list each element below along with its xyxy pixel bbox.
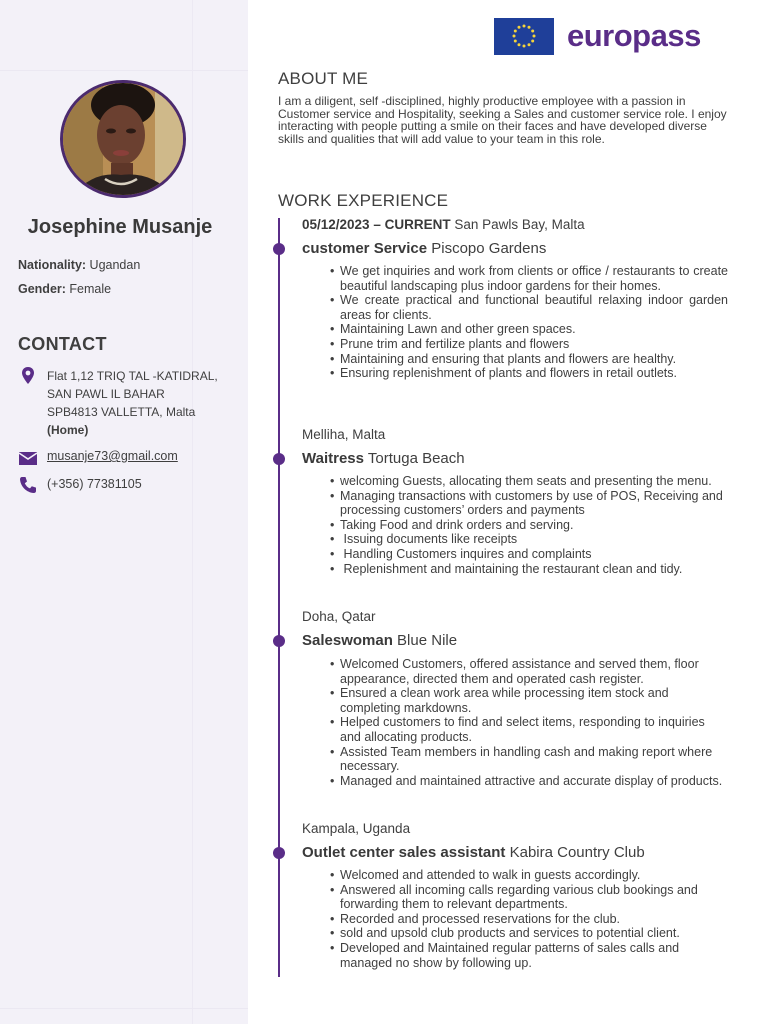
address-line: SAN PAWL IL BAHAR [47,387,165,401]
profile-photo [60,80,186,198]
nationality-label: Nationality: [18,258,87,272]
duty-item: • Managing transactions with customers by use of POS, Receiving and processing customers’ orders and payments [320,489,728,518]
address-line: Flat 1,12 TRIQ TAL -KATIDRAL, [47,369,218,383]
job-location: Melliha, Malta [302,427,386,442]
timeline-dot [273,847,285,859]
job-role: customer Service [302,240,428,257]
duty-item: • Helped customers to find and select items, responding to inquiries and allocating products. [320,715,728,744]
duty-item: • Ensuring replenishment of plants and flowers in retail outlets. [320,366,728,381]
duty-item: • Prune trim and fertilize plants and flowers [320,337,728,352]
job-title-line [302,450,465,467]
map-pin-icon [18,366,38,386]
timeline-line [278,218,280,977]
duty-item: • Maintaining Lawn and other green spaces. [320,322,728,337]
job-duties-list [320,474,728,576]
sidebar [0,0,248,1024]
gender-row [18,282,111,296]
duty-item: • Recorded and processed reservations for the club. [320,912,728,927]
phone-number: (+356) 77381105 [47,477,142,491]
duty-item: • Handling Customers inquires and complaints [320,547,728,562]
profile-photo-image [63,83,183,195]
job-duties-list [320,264,728,381]
duty-item: • Issuing documents like receipts [320,532,728,547]
address-type: (Home) [47,423,89,437]
job-employer: Tortuga Beach [367,450,465,467]
job-date: 05/12/2023 – CURRENT [302,217,451,232]
duty-item: • Replenishment and maintaining the restaurant clean and tidy. [320,562,728,577]
phone-icon [18,475,38,495]
duty-item: • sold and upsold club products and services to potential client. [320,926,728,941]
sidebar-bottom-line [0,1008,248,1009]
job-title-line [302,632,457,649]
sidebar-top-band [0,0,248,71]
duty-item: • Assisted Team members in handling cash and making report where necessary. [320,745,728,774]
email-link[interactable]: musanje73@gmail.com [47,449,178,463]
timeline-dot [273,453,285,465]
duty-item: • Managed and maintained attractive and accurate display of products. [320,774,728,789]
duty-item: • Maintaining and ensuring that plants and flowers are healthy. [320,352,728,367]
europass-wordmark: europass [567,18,701,53]
candidate-name: Josephine Musanje [27,216,213,238]
job-location: Doha, Qatar [302,609,376,624]
eu-flag-icon [494,18,554,55]
address-line: SPB4813 VALLETTA, Malta [47,405,196,419]
gender-label: Gender: [18,282,66,296]
work-experience-heading: WORK EXPERIENCE [278,191,449,210]
duty-item: • welcoming Guests, allocating them seats and presenting the menu. [320,474,728,489]
job-role: Saleswoman [302,632,393,649]
about-text: I am a diligent, self -disciplined, highly productive employee with a passion in Customer service and Hospitality, seeking a Sales and customer service role. I enjoy interacting with people putting a smile on their faces and have developed diverse skills and qualities that will add value to your team in this role. [278,94,727,146]
envelope-icon [18,448,38,468]
duty-item: • Answered all incoming calls regarding various club bookings and forwarding them to relevant departments. [320,883,728,912]
duty-item: • Taking Food and drink orders and serving. [320,518,728,533]
job-location: San Pawls Bay, Malta [454,217,585,232]
job-role: Outlet center sales assistant [302,844,506,861]
nationality-row [18,258,140,272]
contact-address [47,367,218,439]
duty-item: • Developed and Maintained regular patterns of sales calls and managed no show by following up. [320,941,728,970]
job-title-line [302,240,546,257]
sidebar-guide-line [192,0,193,1024]
duty-item: • Ensured a clean work area while processing item stock and completing markdowns. [320,686,728,715]
job-location: Kampala, Uganda [302,821,411,836]
nationality-value: Ugandan [89,258,141,272]
gender-value: Female [69,282,112,296]
contact-heading: CONTACT [18,334,107,354]
job-employer: Piscopo Gardens [431,240,547,257]
job-header-line [302,217,585,232]
job-role: Waitress [302,450,364,467]
timeline-dot [273,635,285,647]
job-employer: Blue Nile [397,632,458,649]
duty-item: • We get inquiries and work from clients or office / restaurants to create beautiful landscaping plus indoor gardens for their homes. [320,264,728,293]
duty-item: • Welcomed Customers, offered assistance and served them, floor appearance, directed them and operated cash register. [320,657,728,686]
duty-item: • Welcomed and attended to walk in guests accordingly. [320,868,728,883]
duty-item: • We create practical and functional beautiful relaxing indoor garden areas for clients. [320,293,728,322]
job-duties-list [320,868,728,970]
about-heading: ABOUT ME [278,69,369,88]
job-title-line [302,844,645,861]
timeline-dot [273,243,285,255]
job-employer: Kabira Country Club [509,844,645,861]
job-duties-list [320,657,728,788]
